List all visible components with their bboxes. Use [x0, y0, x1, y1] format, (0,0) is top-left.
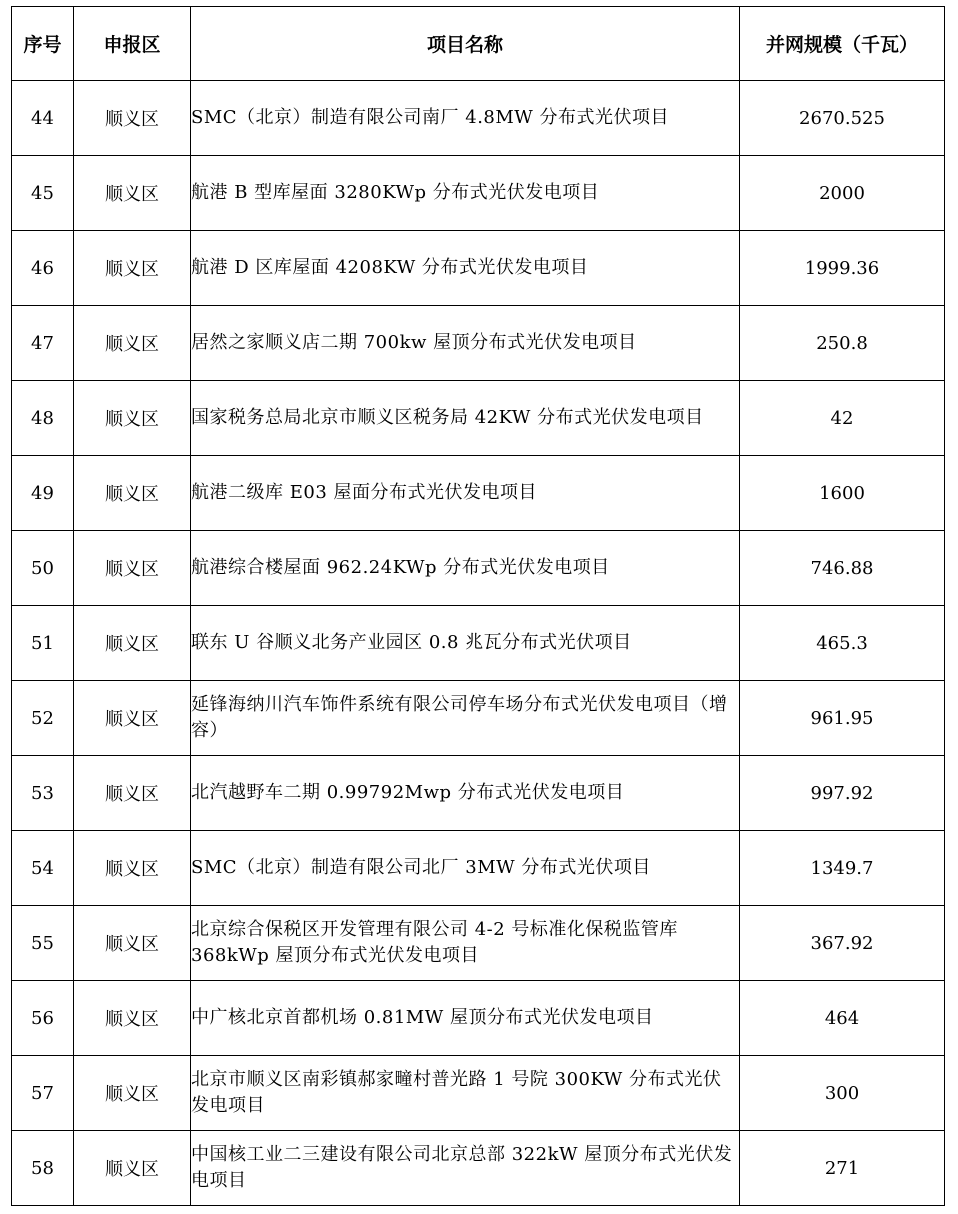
header-grid-scale: 并网规模（千瓦）	[740, 7, 945, 81]
row-project-name: 北京市顺义区南彩镇郝家疃村普光路 1 号院 300KW 分布式光伏发电项目	[191, 1056, 740, 1131]
row-number: 57	[12, 1056, 74, 1131]
row-number: 56	[12, 981, 74, 1056]
row-district: 顺义区	[74, 306, 191, 381]
row-grid-scale: 367.92	[740, 906, 945, 981]
row-project-name: 中广核北京首都机场 0.81MW 屋顶分布式光伏发电项目	[191, 981, 740, 1056]
table-row	[12, 456, 945, 531]
row-project-name: 航港 D 区库屋面 4208KW 分布式光伏发电项目	[191, 231, 740, 306]
table-body	[12, 81, 945, 1206]
row-project-name: 北京综合保税区开发管理有限公司 4-2 号标准化保税监管库 368kWp 屋顶分布式光伏发电项目	[191, 906, 740, 981]
row-district: 顺义区	[74, 1131, 191, 1206]
row-grid-scale: 2670.525	[740, 81, 945, 156]
row-number: 47	[12, 306, 74, 381]
header-project-name: 项目名称	[191, 7, 740, 81]
table-row	[12, 306, 945, 381]
row-project-name: 航港综合楼屋面 962.24KWp 分布式光伏发电项目	[191, 531, 740, 606]
table-row	[12, 981, 945, 1056]
row-number: 45	[12, 156, 74, 231]
row-project-name: 联东 U 谷顺义北务产业园区 0.8 兆瓦分布式光伏项目	[191, 606, 740, 681]
row-number: 58	[12, 1131, 74, 1206]
row-grid-scale: 997.92	[740, 756, 945, 831]
row-project-name: 中国核工业二三建设有限公司北京总部 322kW 屋顶分布式光伏发电项目	[191, 1131, 740, 1206]
row-grid-scale: 1349.7	[740, 831, 945, 906]
row-district: 顺义区	[74, 456, 191, 531]
row-grid-scale: 2000	[740, 156, 945, 231]
table-row	[12, 756, 945, 831]
row-number: 49	[12, 456, 74, 531]
row-grid-scale: 42	[740, 381, 945, 456]
table-row	[12, 81, 945, 156]
row-project-name: 航港二级库 E03 屋面分布式光伏发电项目	[191, 456, 740, 531]
row-district: 顺义区	[74, 756, 191, 831]
table-row	[12, 231, 945, 306]
row-project-name: 国家税务总局北京市顺义区税务局 42KW 分布式光伏发电项目	[191, 381, 740, 456]
row-grid-scale: 1600	[740, 456, 945, 531]
row-project-name: 北汽越野车二期 0.99792Mwp 分布式光伏发电项目	[191, 756, 740, 831]
row-number: 52	[12, 681, 74, 756]
table-row	[12, 831, 945, 906]
row-number: 50	[12, 531, 74, 606]
row-district: 顺义区	[74, 681, 191, 756]
row-grid-scale: 1999.36	[740, 231, 945, 306]
table-row	[12, 681, 945, 756]
row-number: 51	[12, 606, 74, 681]
table-header-row	[12, 7, 945, 81]
header-district: 申报区	[74, 7, 191, 81]
project-table	[11, 6, 945, 1206]
row-number: 48	[12, 381, 74, 456]
row-district: 顺义区	[74, 531, 191, 606]
row-grid-scale: 465.3	[740, 606, 945, 681]
row-district: 顺义区	[74, 906, 191, 981]
row-district: 顺义区	[74, 231, 191, 306]
row-district: 顺义区	[74, 831, 191, 906]
row-number: 54	[12, 831, 74, 906]
row-district: 顺义区	[74, 156, 191, 231]
row-grid-scale: 464	[740, 981, 945, 1056]
table-row	[12, 381, 945, 456]
row-project-name: 居然之家顺义店二期 700kw 屋顶分布式光伏发电项目	[191, 306, 740, 381]
row-district: 顺义区	[74, 1056, 191, 1131]
row-number: 44	[12, 81, 74, 156]
table-row	[12, 1056, 945, 1131]
table-row	[12, 1131, 945, 1206]
row-district: 顺义区	[74, 606, 191, 681]
row-number: 53	[12, 756, 74, 831]
row-project-name: SMC（北京）制造有限公司南厂 4.8MW 分布式光伏项目	[191, 81, 740, 156]
row-district: 顺义区	[74, 981, 191, 1056]
row-grid-scale: 961.95	[740, 681, 945, 756]
table-row	[12, 606, 945, 681]
row-grid-scale: 746.88	[740, 531, 945, 606]
row-grid-scale: 300	[740, 1056, 945, 1131]
table-row	[12, 531, 945, 606]
row-grid-scale: 250.8	[740, 306, 945, 381]
header-no: 序号	[12, 7, 74, 81]
row-grid-scale: 271	[740, 1131, 945, 1206]
row-project-name: 航港 B 型库屋面 3280KWp 分布式光伏发电项目	[191, 156, 740, 231]
row-project-name: 延锋海纳川汽车饰件系统有限公司停车场分布式光伏发电项目（增容）	[191, 681, 740, 756]
table-row	[12, 156, 945, 231]
row-district: 顺义区	[74, 81, 191, 156]
row-project-name: SMC（北京）制造有限公司北厂 3MW 分布式光伏项目	[191, 831, 740, 906]
row-district: 顺义区	[74, 381, 191, 456]
table-row	[12, 906, 945, 981]
row-number: 55	[12, 906, 74, 981]
row-number: 46	[12, 231, 74, 306]
